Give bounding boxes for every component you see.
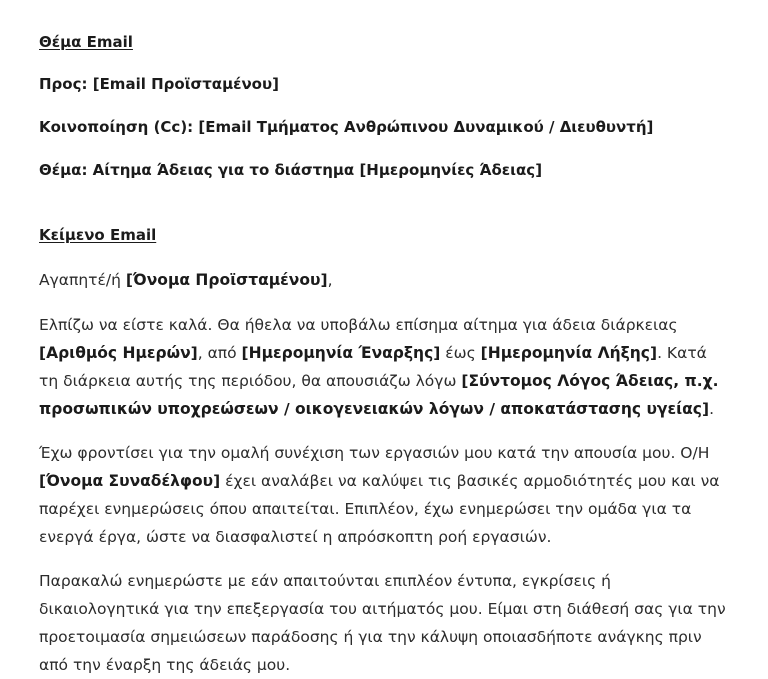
email-cc-line: Κοινοποίηση (Cc): [Email Τμήματος Ανθρώπινου Δυναμικού / Διευθυντή] [39, 118, 654, 136]
paragraph-request [39, 311, 730, 423]
paragraph-coverage [39, 439, 730, 551]
body-section-heading [39, 225, 730, 245]
body-text-run: Έχω φροντίσει για την ομαλή συνέχιση των εργασιών μου κατά την απουσία μου. Ο/Η [39, 444, 710, 462]
body-text-run: . Κατά τη διάρκεια αυτής της περιόδου, θα απουσιάζω λόγω [39, 344, 707, 390]
salutation-prefix: Αγαπητέ/ή [39, 271, 126, 289]
subject-section-heading [39, 32, 730, 52]
email-subject-line: Θέμα: Αίτημα Άδειας για το διάστημα [Ημερομηνίες Άδειας] [39, 161, 543, 179]
placeholder-token: [Ημερομηνία Έναρξης] [241, 344, 441, 362]
body-text-run: , από [197, 344, 242, 362]
email-body-section [39, 225, 730, 679]
salutation-suffix: , [327, 271, 333, 289]
placeholder-token: [Ημερομηνία Λήξης] [480, 344, 658, 362]
email-to-line: Προς: [Email Προϊσταμένου] [39, 75, 279, 93]
email-subject-section [39, 32, 730, 181]
body-section-heading-text: Κείμενο Email [39, 226, 157, 244]
body-text-run: έως [440, 344, 481, 362]
body-text-run: Παρακαλώ ενημερώστε με εάν απαιτούνται επιπλέον έντυπα, εγκρίσεις ή δικαιολογητικά για την επεξεργασία του αιτήματός μου. Είμαι στη διάθεσή σας για την προετοιμασία σημειώσεων παράδοσης ή για την κάλυψη οποιασδήποτε ανάγκης πριν από την έναρξη της άδειάς μου. [39, 572, 726, 674]
body-text-run: . [709, 400, 714, 418]
placeholder-token: [Σύντομος Λόγος Άδειας, π.χ. προσωπικών υποχρεώσεων / οικογενειακών λόγων / αποκατάστασης υγείας] [39, 372, 719, 418]
email-body-paragraphs [39, 311, 730, 679]
subject-section-heading-text: Θέμα Email [39, 33, 133, 51]
placeholder-token: [Όνομα Συναδέλφου] [39, 472, 221, 490]
placeholder-token: [Αριθμός Ημερών] [39, 344, 198, 362]
body-text-run: Ελπίζω να είστε καλά. Θα ήθελα να υποβάλω επίσημα αίτημα για άδεια διάρκειας [39, 316, 678, 334]
salutation-placeholder: [Όνομα Προϊσταμένου] [125, 271, 328, 289]
paragraph-followup [39, 567, 730, 679]
email-template-document [39, 32, 730, 679]
email-salutation [39, 267, 730, 293]
body-text-run: έχει αναλάβει να καλύψει τις βασικές αρμοδιότητές μου και να παρέχει ενημερώσεις όπου απαιτείται. Επιπλέον, έχω ενημερώσει την ομάδα για τα ενεργά έργα, ώστε να διασφαλιστεί η απρόσκοπτη ροή εργασιών. [39, 472, 720, 546]
